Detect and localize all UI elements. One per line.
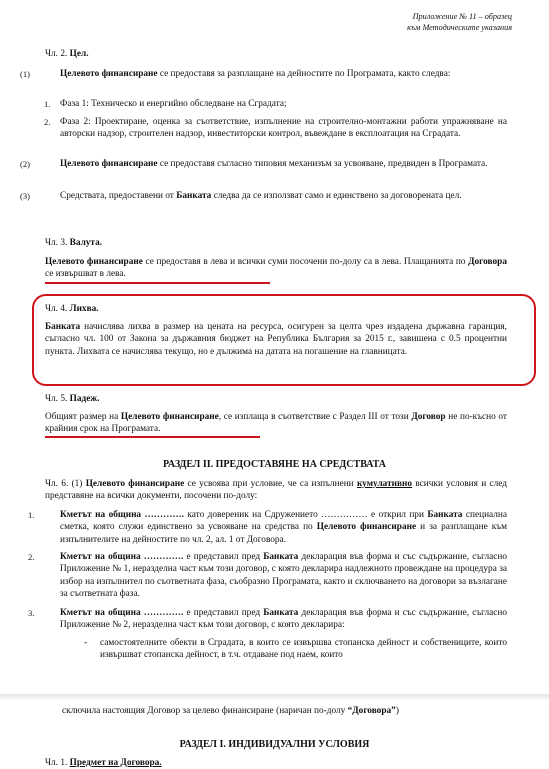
- annex-line-2: към Методическите указания: [407, 22, 512, 32]
- section-1-title: РАЗДЕЛ I. ИНДИВИДУАЛНИ УСЛОВИЯ: [179, 739, 370, 750]
- annex-reference: [300, 12, 512, 33]
- bold-term: Целевото финансиране: [316, 522, 417, 533]
- paragraph-text: декларация във форма и със съдържание, съгласно Приложение № 1, неразделна част към този договор, с която декларира надлежното провеждане на процедура за избор на изпълнител по съответната фаза, съобразно Програмата, както и сключването на договори за възлагане за съответната фаза.: [60, 552, 507, 600]
- red-underline-annotation: [45, 282, 270, 284]
- article-2-paragraph-3: [60, 190, 507, 202]
- paragraph-text: е представил пред: [183, 552, 264, 562]
- article-3-number: Чл. 3.: [45, 238, 70, 248]
- dash-bullet: -: [84, 638, 88, 648]
- article-6-item-3: [60, 607, 507, 632]
- bold-term: Банката: [45, 322, 81, 332]
- bold-term: Целевото финансиране: [85, 479, 185, 489]
- article-5-title: Падеж.: [69, 394, 100, 404]
- paragraph-text: се предоставя в лева и всички суми посочени по-долу са в лева. Плащанията по: [142, 257, 469, 267]
- paragraph-text: ): [395, 706, 399, 716]
- article-4-body: [45, 321, 507, 358]
- paragraph-text: Средствата, предоставени от: [60, 191, 177, 201]
- paragraph-text: Чл. 6. (1): [45, 479, 86, 489]
- paragraph-text: , се изплаща в съответствие с Раздел III от този: [218, 412, 412, 422]
- paragraph-text: се предоставя за разплащане на дейностите по Програмата, както следва:: [157, 69, 451, 79]
- item-number: 3.: [28, 608, 35, 618]
- article-6-item-2: [60, 551, 507, 601]
- article-2-title: Цел.: [69, 49, 89, 59]
- paragraph-text: и за разплащане към изпълнителите на дейностите по чл. 2, ал. 1 от Договора.: [60, 522, 507, 545]
- bold-term: Банката: [176, 191, 212, 201]
- paragraph-text: специална сметка, която служи единствено за усвояване на средства по: [60, 510, 507, 533]
- bold-term: Кметът на община ………….: [60, 510, 184, 520]
- article-2-item-1: Фаза 1: Техническо и енергийно обследване на Сградата;: [60, 99, 287, 109]
- bold-term: Целевото финансиране: [60, 69, 158, 79]
- document-page-2: [0, 700, 549, 768]
- article-2-heading: [45, 48, 89, 60]
- article-3-heading: [45, 237, 102, 249]
- article-6-sub-item: самостоятелните обекти в Сградата, в които се извършва стопанска дейност и собствениците, които извършват стопанска дейност, в т.ч. отдаване под наем, които: [100, 638, 507, 661]
- article-2-item-2: Фаза 2: Проектиране, оценка за съответствие, изпълнение на строително-монтажни работи упражняване на авторски надзор, строителен надзор, инвеститорски контрол, въвеждане в експлоатация на Сградата.: [60, 117, 507, 140]
- paragraph-text: всички условия и след представяне на всички документи, посочени по-долу:: [45, 479, 507, 502]
- article-2-paragraph-2: [60, 158, 507, 170]
- bold-term: Кметът на община ………….: [60, 608, 184, 618]
- item-number: 1.: [44, 99, 51, 109]
- article-2-paragraph-1: [60, 68, 507, 80]
- paragraph-text: се предоставя съгласно типовия механизъм за усвояване, предвиден в Програмата.: [157, 159, 488, 169]
- annex-line-1: Приложение № 11 – образец: [412, 12, 512, 21]
- bold-term: Целевото финансиране: [45, 257, 143, 267]
- paragraph-text: се усвоява при условие, че са изпълнени: [184, 479, 357, 489]
- bold-term: Целевото финансиране: [120, 412, 219, 422]
- paragraph-text: сключила настоящия Договор за целево финансиране (наричан по-долу: [62, 706, 348, 716]
- bold-term: Договора: [468, 257, 507, 267]
- article-4-number: Чл. 4.: [45, 304, 70, 314]
- article-5-body: [45, 411, 507, 436]
- bold-term: Банката: [263, 552, 299, 562]
- paragraph-number: (2): [20, 159, 30, 169]
- article-1-number: Чл. 1.: [45, 758, 70, 768]
- section-2-title: РАЗДЕЛ II. ПРЕДОСТАВЯНЕ НА СРЕДСТВАТА: [163, 459, 386, 470]
- item-number: 1.: [28, 510, 35, 520]
- bold-term: Банката: [427, 510, 463, 520]
- paragraph-text: декларация във форма и със съдържание, съгласно Приложение № 2, неразделна част към този договор, с която декларира:: [60, 608, 507, 631]
- paragraph-text: се извършват в лева.: [45, 269, 126, 280]
- article-2-number: Чл. 2.: [45, 49, 70, 59]
- article-5-number: Чл. 5.: [45, 394, 70, 404]
- paragraph-text: следва да се използват само и единствено за договорената цел.: [211, 191, 462, 201]
- article-4-title: Лихва.: [69, 304, 99, 314]
- paragraph-text: Общият размер на: [45, 412, 121, 422]
- red-underline-annotation: [45, 436, 260, 438]
- article-1-title: Предмет на Договора.: [69, 758, 162, 768]
- paragraph-number: (3): [20, 191, 30, 201]
- item-number: 2.: [44, 117, 51, 127]
- article-1-heading: [45, 757, 162, 769]
- bold-term: Договор: [411, 412, 446, 422]
- bold-term: Целевото финансиране: [60, 159, 158, 169]
- bold-term: “Договора”: [347, 706, 396, 716]
- article-3-body: [45, 256, 507, 281]
- article-6-item-1: [60, 509, 507, 546]
- paragraph-text: не по-късно от крайния срок на Програмата.: [45, 412, 507, 435]
- paragraph-text: като довереник на Сдружението …………… е открил при: [184, 510, 428, 520]
- contract-name-line: [62, 705, 399, 717]
- article-6-intro: [45, 478, 507, 503]
- bold-term: Банката: [263, 608, 299, 618]
- paragraph-text: начислява лихва в размер на цената на ресурса, осигурен за целта чрез издадена държавна гаранция, съгласно чл. 100 от Закона за държавния бюджет на Република България за 2015 г., завишена с 0.5 процентни пункта. Лихвата се начислява текущо, но е дължима на датата на погашение на главницата.: [45, 322, 507, 357]
- paragraph-number: (1): [20, 69, 30, 79]
- bold-term: Кметът на община ………….: [60, 552, 184, 562]
- paragraph-text: е представил пред: [183, 608, 264, 618]
- article-5-heading: [45, 393, 99, 405]
- item-number: 2.: [28, 552, 35, 562]
- article-4-heading: [45, 303, 99, 315]
- bold-term: кумулативно: [356, 479, 413, 489]
- article-3-title: Валута.: [69, 238, 103, 248]
